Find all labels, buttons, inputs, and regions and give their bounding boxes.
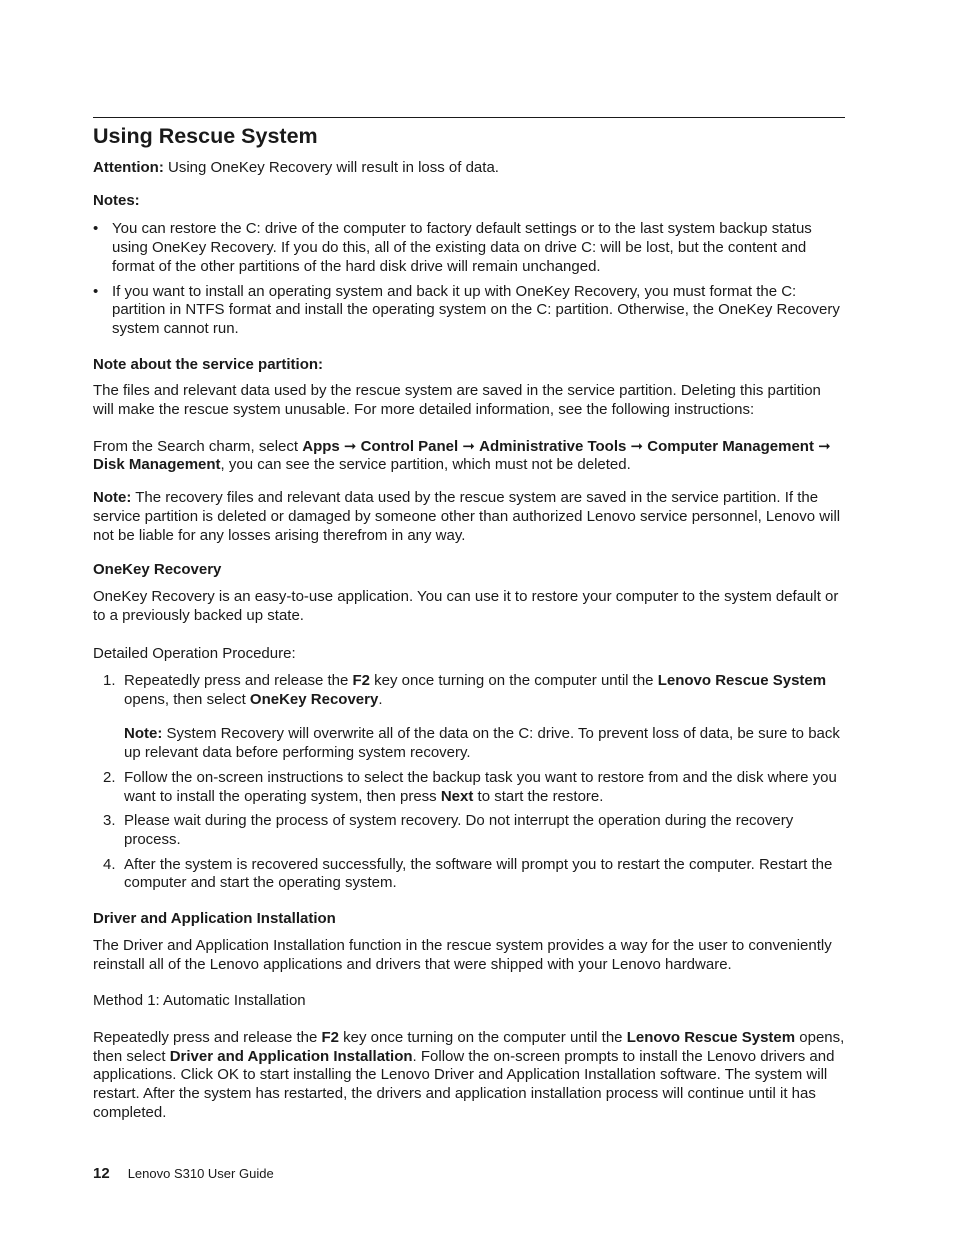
onekey-heading-text: OneKey Recovery	[93, 561, 222, 579]
step-text: .	[378, 690, 383, 708]
key-f2: F2	[321, 1028, 339, 1046]
path-computer-management: Computer Management	[647, 437, 814, 455]
service-note	[93, 489, 845, 545]
attention-paragraph	[93, 159, 845, 178]
arrow-icon: ➞	[343, 437, 357, 455]
arrow-icon: ➞	[818, 437, 831, 455]
method-label: Method 1: Automatic Installation	[93, 992, 306, 1010]
bullet-glyph: •	[93, 220, 99, 238]
step-number: 2.	[103, 768, 116, 786]
list-item	[93, 856, 845, 893]
path-tail: , you can see the service partition, which must not be deleted.	[220, 456, 631, 474]
step-text: opens, then select	[124, 690, 250, 708]
note-text: You can restore the C: drive of the computer to factory default settings or to the last system backup status using OneKey Recovery. If you do this, all of the existing data on drive C: will be lost, but the content and format of the other partitions of the hard disk drive will remain unchanged.	[112, 220, 812, 275]
service-note-text: The recovery files and relevant data used by the rescue system are saved in the service partition. If the service partition is deleted or damaged by someone other than authorized Lenovo service personnel, Lenovo will not be liable for any losses arising therefrom in any way.	[93, 489, 841, 544]
step-number: 1.	[103, 672, 116, 690]
step1-note	[124, 725, 845, 762]
driver-text: Repeatedly press and release the	[93, 1028, 322, 1046]
bullet-glyph: •	[93, 282, 99, 300]
page-number: 12	[93, 1165, 110, 1182]
driver-method-paragraph	[93, 1029, 845, 1123]
driver-paragraph: The Driver and Application Installation function in the rescue system provides a way for the user to conveniently reinstall all of the Lenovo applications and drivers that were shipped with your Lenovo hardware.	[93, 936, 832, 973]
procedure-steps	[93, 672, 845, 893]
onekey-paragraph: OneKey Recovery is an easy-to-use application. You can use it to restore your computer to the system default or to a previously backed up state.	[93, 587, 839, 624]
notes-heading	[93, 192, 845, 211]
step1-note-text: System Recovery will overwrite all of the data on the C: drive. To prevent loss of data, be sure to back up relevant data before performing system recovery.	[124, 725, 840, 762]
step-number: 4.	[103, 855, 116, 873]
attention-label: Attention:	[93, 159, 164, 176]
path-disk-management: Disk Management	[93, 456, 221, 474]
top-rule	[93, 117, 845, 118]
service-paragraph: The files and relevant data used by the rescue system are saved in the service partition. Deleting this partition will make the rescue system unusable. For more detailed information, see the following instructions:	[93, 382, 821, 419]
path-apps: Apps	[302, 437, 340, 455]
driver-text: key once turning on the computer until the	[339, 1028, 627, 1046]
rescue-system-name: Lenovo Rescue System	[626, 1028, 796, 1046]
rescue-system-name: Lenovo Rescue System	[657, 672, 827, 690]
step-text: Repeatedly press and release the	[124, 672, 353, 690]
attention-text: Using OneKey Recovery will result in loss of data.	[163, 159, 499, 176]
procedure-intro: Detailed Operation Procedure:	[93, 645, 296, 663]
list-item	[93, 769, 845, 806]
service-heading	[93, 356, 845, 375]
service-path-paragraph	[93, 438, 845, 475]
driver-text: opens, then select	[93, 1028, 845, 1065]
key-f2: F2	[352, 672, 370, 690]
path-intro: From the Search charm, select	[93, 437, 303, 455]
driver-text: . Follow the on-screen prompts to install the Lenovo drivers and applications. Click OK to start installing the Lenovo Driver and Application Installation software. The system will restart. After the system has restarted, the drivers and application installation process will continue until it has completed.	[93, 1047, 835, 1121]
step-number: 3.	[103, 812, 116, 830]
service-heading-text: Note about the service partition:	[93, 355, 324, 373]
page-footer	[93, 1165, 274, 1183]
step-text: Follow the on-screen instructions to select the backup task you want to restore from and the disk where you want to install the operating system, then press	[124, 768, 837, 805]
step1-note-label: Note:	[124, 725, 163, 743]
notes-list	[93, 220, 845, 338]
step-text: key once turning on the computer until the	[370, 672, 658, 690]
driver-heading	[93, 910, 845, 929]
step-text: to start the restore.	[473, 787, 604, 805]
next-label: Next	[440, 787, 474, 805]
path-control-panel: Control Panel	[360, 437, 459, 455]
list-item	[93, 283, 845, 339]
list-item	[93, 672, 845, 763]
page-content	[93, 117, 845, 1122]
list-item	[93, 812, 845, 849]
onekey-option: OneKey Recovery	[249, 690, 379, 708]
step-text: Please wait during the process of system recovery. Do not interrupt the operation during the recovery process.	[124, 812, 794, 848]
step-text: After the system is recovered successfully, the software will prompt you to restart the computer. Restart the computer and start the operating system.	[124, 855, 833, 892]
service-note-label: Note:	[93, 489, 132, 507]
notes-heading-text: Notes:	[93, 191, 140, 209]
arrow-icon: ➞	[462, 437, 475, 455]
guide-title: Lenovo S310 User Guide	[127, 1166, 274, 1181]
driver-heading-text: Driver and Application Installation	[93, 910, 336, 928]
arrow-icon: ➞	[630, 437, 644, 455]
driver-option: Driver and Application Installation	[169, 1047, 413, 1065]
list-item	[93, 220, 845, 276]
onekey-heading	[93, 561, 845, 580]
note-text: If you want to install an operating system and back it up with OneKey Recovery, you must format the C: partition in NTFS format and install the operating system on the C: partition. Otherwise, the OneKey Recovery system cannot run.	[112, 282, 840, 337]
path-administrative-tools: Administrative Tools	[479, 437, 627, 455]
page-title: Using Rescue System	[93, 124, 318, 148]
